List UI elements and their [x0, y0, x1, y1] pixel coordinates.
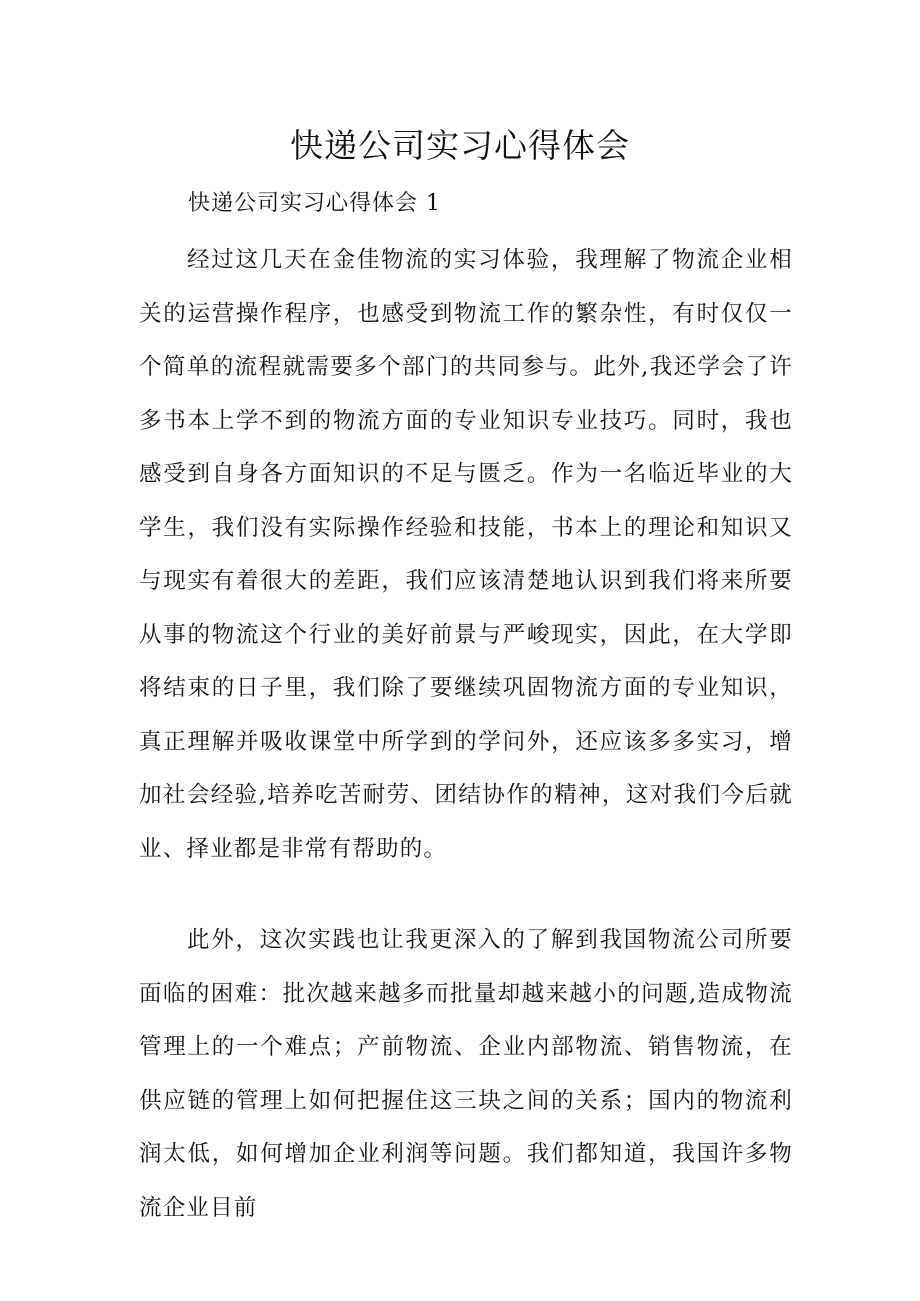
body-paragraph-1: 经过这几天在金佳物流的实习体验，我理解了物流企业相关的运营操作程序，也感受到物流工作的繁杂性，有时仅仅一个简单的流程就需要多个部门的共同参与。此外,我还学会了许多书本上学不到的物流方面的专业知识专业技巧。同时，我也感受到自身各方面知识的不足与匮乏。作为一名临近毕业的大学生，我们没有实际操作经验和技能，书本上的理论和知识又与现实有着很大的差距，我们应该清楚地认识到我们将来所要从事的物流这个行业的美好前景与严峻现实，因此，在大学即将结束的日子里，我们除了要继续巩固物流方面的专业知识，真正理解并吸收课堂中所学到的学问外，还应该多多实习，增加社会经验,培养吃苦耐劳、团结协作的精神，这对我们今后就业、择业都是非常有帮助的。 [139, 247, 793, 862]
section-heading: 快递公司实习心得体会 1 [188, 191, 441, 216]
document-title: 快递公司实习心得体会 [290, 126, 630, 165]
body-paragraph-2: 此外，这次实践也让我更深入的了解到我国物流公司所要面临的困难：批次越来越多而批量却越来越小的问题,造成物流管理上的一个难点；产前物流、企业内部物流、销售物流，在供应链的管理上如何把握住这三块之间的关系；国内的物流利润太低，如何增加企业利润等问题。我们都知道，我国许多物流企业目前 [139, 927, 793, 1221]
